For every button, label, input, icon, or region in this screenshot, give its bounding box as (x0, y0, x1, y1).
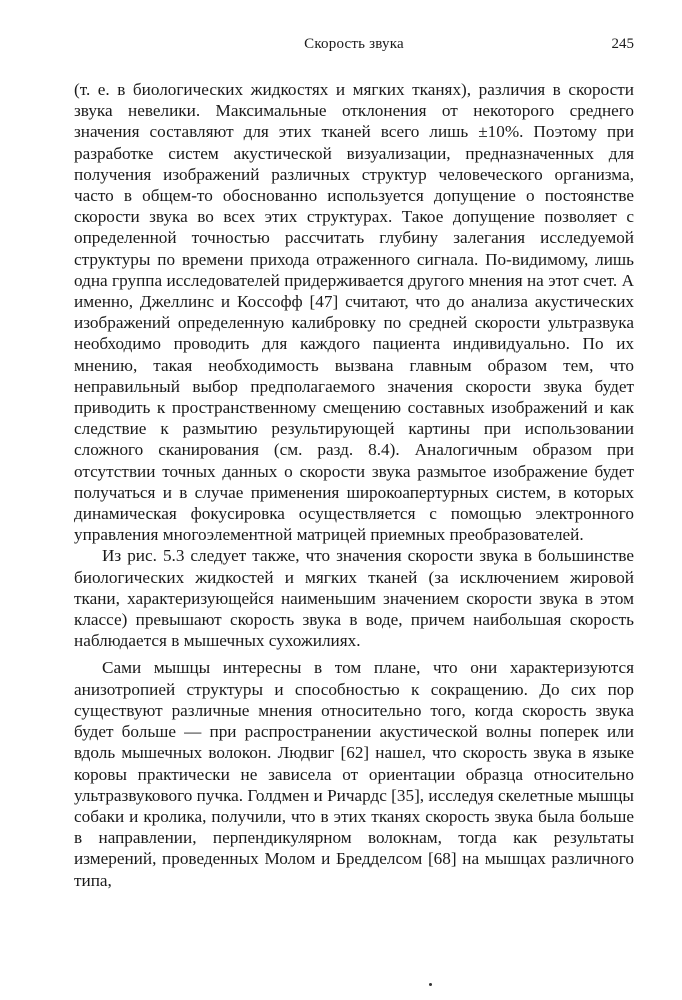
page-header (74, 36, 634, 58)
running-title: Скорость звука (304, 36, 404, 52)
paragraph: Сами мышцы интересны в том плане, что они характеризуются анизотропией структуры и способностью к сокращению. До сих пор существуют различные мнения относительно того, когда скорость звука будет больше — при распространении акустической волны поперек или вдоль мышечных волокон. Людвиг [62] нашел, что скорость звука в языке коровы практически не зависела от ориентации образца относительно ультразвукового пучка. Голдмен и Ричардс [35], исследуя скелетные мышцы собаки и кролика, получили, что в этих тканях скорость звука была больше в направлении, перпендикулярном волокнам, тогда как результаты измерений, проведенных Молом и Бредделсом [68] на мышцах различного типа, (74, 658, 634, 890)
print-speck (429, 983, 432, 986)
paragraph-continued: (т. е. в биологических жидкостях и мягких тканях), различия в скорости звука невелики. Максимальные отклонения от некоторого среднего значения составляют для этих тканей всего лишь ±10%. Поэтому при разработке систем акустической визуализации, предназначенных для получения изображений различных структур человеческого организма, часто в общем-то обоснованно используется допущение о постоянстве скорости звука во всех этих структурах. Такое допущение позволяет с определенной точностью рассчитать глубину залегания исследуемой структуры по времени прихода отраженного сигнала. По-видимому, лишь одна группа исследователей придерживается другого мнения на этот счет. А именно, Джеллинс и Коссофф [47] считают, что до анализа акустических изображений определенную калибровку по средней скорости ультразвука необходимо проводить для каждого пациента индивидуально. По их мнению, такая необходимость вызвана главным образом тем, что неправильный выбор предполагаемого значения скорости звука будет приводить к пространственному смещению составных изображений и как следствие к размытию результирующей картины при использовании сложного сканирования (см. разд. 8.4). Аналогичным образом при отсутствии точных данных о скорости звука размытое изображение будет получаться и в случае применения широкоапертурных систем, в которых динамическая фокусировка осуществляется с помощью электронного управления многоэлементной матрицей приемных преобразователей. (74, 80, 634, 545)
body-text (74, 79, 634, 891)
paragraph: Из рис. 5.3 следует также, что значения скорости звука в большинстве биологических жидкостей и мягких тканей (за исключением жировой ткани, характеризующейся наименьшим значением скорости звука в этом классе) превышают скорость звука в воде, причем наибольшая скорость наблюдается в мышечных сухожилиях. (74, 546, 634, 651)
page-number: 245 (611, 36, 634, 52)
